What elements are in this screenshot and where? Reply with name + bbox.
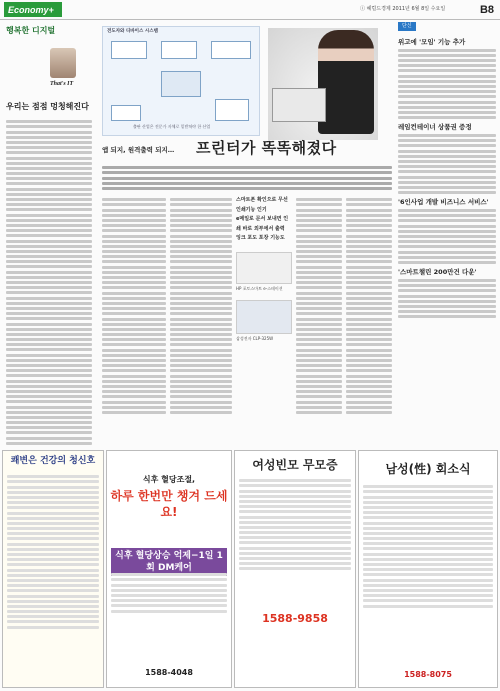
product-photo: [236, 252, 292, 284]
briefs-column: [398, 22, 496, 442]
issue-meta: ⓘ 헤럴드경제 2011년 6월 8일 수요일: [360, 6, 446, 12]
product-caption: 삼성전자 CLP-325W: [236, 336, 274, 341]
ad-phone: 1588-9858: [262, 612, 328, 626]
article-column: [346, 196, 392, 432]
brief-title: '스마트챌린 200만건 다운': [398, 267, 477, 276]
ad-title: 여성빈모 무모증: [252, 458, 338, 472]
article-column: [170, 196, 232, 432]
writer-title: That's IT: [50, 81, 74, 87]
diagram-box: [111, 41, 147, 59]
ad-phone: 1588-4048: [145, 668, 193, 678]
section-badge: Economy+: [4, 2, 62, 17]
ad-phone: 1588-8075: [404, 670, 452, 680]
diagram-center-box: [161, 71, 201, 97]
masthead: [0, 0, 500, 20]
diagram-caption: 전도자와 디바이스 시스템: [107, 29, 158, 34]
brief-title: 위고에 '모임' 기능 추가: [398, 37, 466, 46]
feature-diagram: [102, 26, 260, 136]
section-title: 행복한 디지털: [6, 26, 56, 35]
ad-banner: 식후 혈당상승 억제−1일 1회 DM케어: [111, 548, 227, 576]
printer-illustration: [272, 88, 326, 122]
highlight-box: [236, 196, 292, 244]
product-caption: HP 포토스마트 e-스테이션: [236, 286, 283, 291]
advertisement[interactable]: [2, 450, 104, 688]
diagram-note: 출판 산업은 전문가 자체로 밑받쳐야 한 산업: [133, 124, 211, 129]
diagram-box: [161, 41, 197, 59]
highlight-item: e메일로 문서 보내면 인쇄 바로 외부에서 출력: [236, 216, 289, 232]
briefs-tag: 단신: [398, 22, 416, 31]
sub-headline: 앱 되지, 원격출력 되지…: [102, 146, 175, 154]
diagram-box: [111, 105, 141, 121]
advertisement[interactable]: [106, 450, 232, 688]
writer-photo: [50, 48, 76, 78]
page-number: B8: [479, 4, 494, 16]
ad-headline: 하루 한번만 챙겨 드세요!: [110, 488, 228, 519]
diagram-box: [211, 41, 251, 59]
lead-paragraph: [102, 164, 392, 190]
highlight-item: 잉크 포도 포장 기능도: [236, 235, 285, 241]
left-column: [4, 22, 94, 442]
article-column: [296, 196, 342, 432]
main-headline: 프린터가 똑똑해졌다: [196, 139, 337, 157]
brief-title: 레임컨테이너 상품권 증정: [398, 123, 472, 132]
highlight-item: 스마트폰 확인으로 무선 인쇄기능 인기: [236, 197, 288, 213]
product-photo: [236, 300, 292, 334]
advertisement[interactable]: [234, 450, 356, 688]
article-column: [102, 196, 166, 432]
ad-title: 남성(性) 회소식: [385, 462, 471, 476]
ad-title: 식후 혈당조절,: [142, 475, 196, 484]
model-figure: [318, 30, 374, 134]
ad-title: 쾌변은 건강의 청신호: [10, 456, 96, 466]
diagram-box: [215, 99, 249, 121]
column-body: [6, 118, 92, 448]
advertisement[interactable]: [358, 450, 498, 688]
brief-title: '6인사업 개발 비즈니스 서비스': [398, 198, 489, 207]
column-title: 우리는 점점 멍청해진다: [6, 102, 89, 111]
